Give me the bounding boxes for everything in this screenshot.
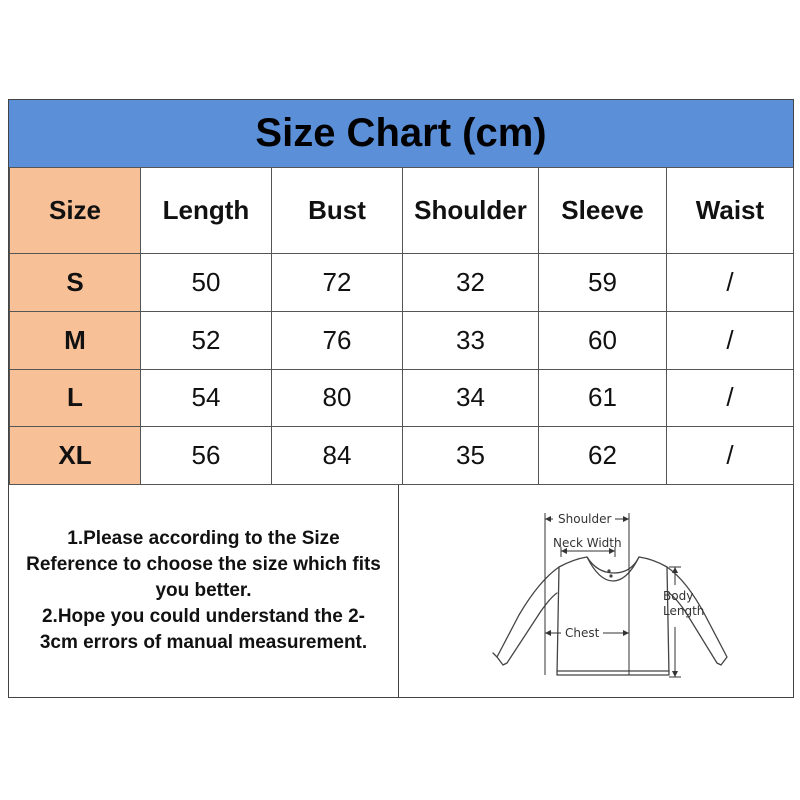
sleeve-cell: 60	[539, 311, 667, 369]
size-chart	[8, 99, 794, 698]
sleeve-cell: 61	[539, 369, 667, 427]
shoulder-cell: 32	[403, 254, 539, 312]
shoulder-cell: 34	[403, 369, 539, 427]
size-table	[9, 167, 794, 485]
length-cell: 56	[141, 427, 272, 485]
table-header-row	[10, 168, 794, 254]
size-cell: M	[10, 311, 141, 369]
shoulder-cell: 33	[403, 311, 539, 369]
note-line: 1.Please according to the Size	[67, 528, 340, 549]
table-row	[10, 369, 794, 427]
size-cell: S	[10, 254, 141, 312]
table-row	[10, 311, 794, 369]
length-cell: 54	[141, 369, 272, 427]
size-cell: XL	[10, 427, 141, 485]
waist-cell: /	[667, 427, 794, 485]
size-cell: L	[10, 369, 141, 427]
sleeve-cell: 59	[539, 254, 667, 312]
note-line: 3cm errors of manual measurement.	[39, 632, 368, 653]
table-row	[10, 254, 794, 312]
note-line: Reference to choose the size which fits	[26, 554, 381, 575]
title-bar	[9, 100, 793, 168]
bust-cell: 72	[272, 254, 403, 312]
bust-cell: 80	[272, 369, 403, 427]
bust-cell: 76	[272, 311, 403, 369]
shoulder-label: Shoulder	[558, 512, 612, 526]
header-size: Size	[10, 168, 141, 254]
sleeve-cell: 62	[539, 427, 667, 485]
header-bust: Bust	[272, 168, 403, 254]
note-line: you better.	[155, 580, 252, 601]
shoulder-cell: 35	[403, 427, 539, 485]
length-cell: 50	[141, 254, 272, 312]
length-cell: 52	[141, 311, 272, 369]
body-length-label: Length	[663, 604, 705, 618]
sweatshirt-icon	[399, 485, 793, 697]
header-length: Length	[141, 168, 272, 254]
table-row	[10, 427, 794, 485]
body-length-label: Body	[663, 589, 694, 603]
header-shoulder: Shoulder	[403, 168, 539, 254]
chart-title: Size Chart (cm)	[255, 111, 547, 155]
waist-cell: /	[667, 311, 794, 369]
neck-width-label: Neck Width	[553, 536, 622, 550]
bust-cell: 84	[272, 427, 403, 485]
waist-cell: /	[667, 369, 794, 427]
measurement-diagram	[399, 485, 793, 697]
waist-cell: /	[667, 254, 794, 312]
size-notes	[9, 485, 399, 697]
chest-label: Chest	[565, 626, 600, 640]
header-waist: Waist	[667, 168, 794, 254]
header-sleeve: Sleeve	[539, 168, 667, 254]
note-line: 2.Hope you could understand the 2-	[41, 606, 366, 627]
